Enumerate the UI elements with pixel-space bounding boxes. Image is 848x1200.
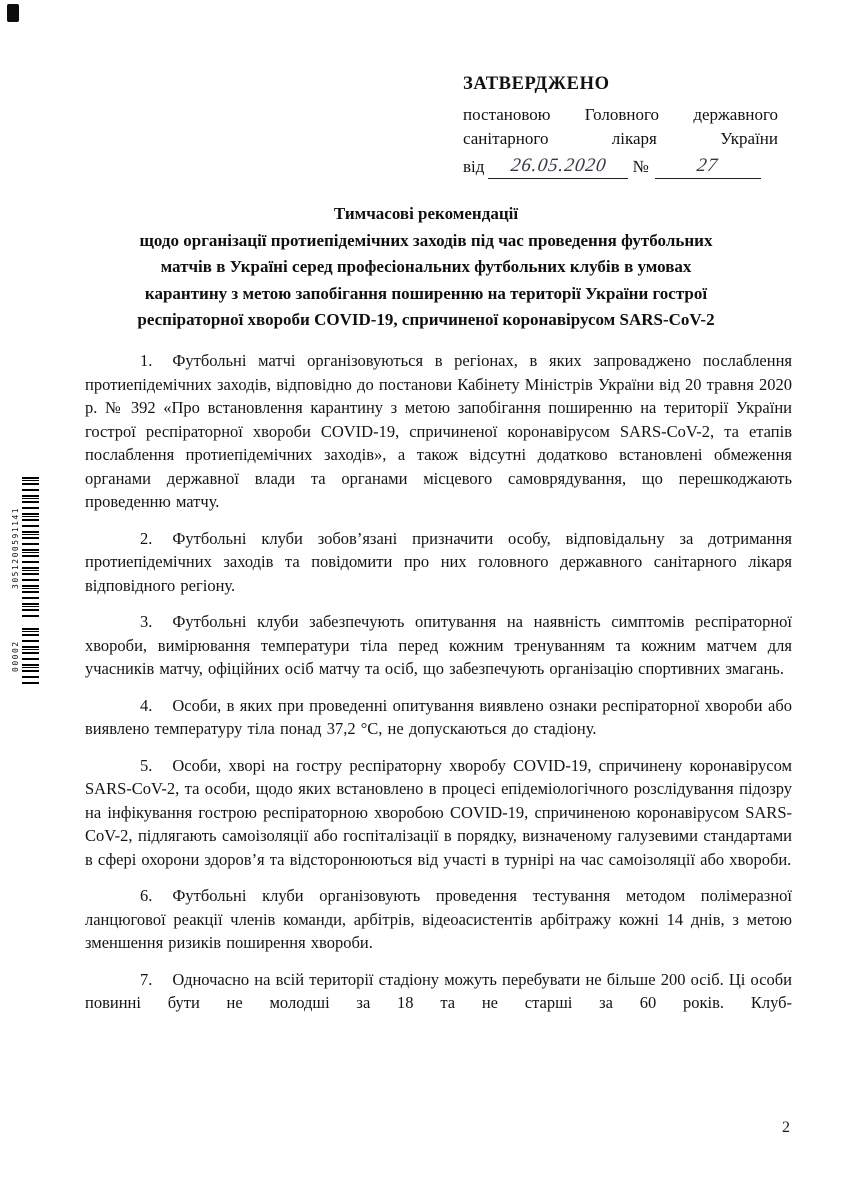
paragraph-7 [85,968,792,1015]
approval-number-sign: № [632,157,649,176]
document-title-line-3: матчів в Україні серед професіональних футбольних клубів в умовах [160,257,692,276]
paragraph-7-text: Одночасно на всій території стадіону можуть перебувати не більше 200 осіб. Ці особи повинні бути не молодші за 18 та не старші за 60 років. Клуб- [85,969,792,1012]
paragraph-2-text: Футбольні клуби зобов’язані призначити особу, відповідальну за дотримання протиепідемічних заходів та повідомити про них головного державного санітарного лікаря відповідного регіону. [85,528,792,595]
paragraph-1 [85,349,792,514]
approval-date-prefix: від [463,157,485,176]
document-title-line-2: щодо організації протиепідемічних заходів під час проведення футбольних [139,230,713,250]
paragraph-4 [85,694,792,741]
document-title-line-1: Тимчасові рекомендації [333,204,519,223]
approval-block [463,72,778,179]
approval-stamp-title: ЗАТВЕРДЖЕНО [463,74,610,94]
barcode-upper-digits: 3051200591141 [11,506,20,590]
paragraph-3-number: 3. [140,612,153,631]
paragraph-6 [85,884,792,955]
document-body [85,349,792,1015]
paragraph-2 [85,527,792,598]
barcode-upper-bars [22,477,39,619]
barcode-lower-bars [22,628,39,685]
approval-handwritten-date: 26.05.2020 [509,155,608,176]
paragraph-2-number: 2. [140,528,153,548]
barcode-upper-group [11,477,39,619]
document-title [70,201,782,334]
approval-date-underline [488,154,628,179]
paragraph-1-text: Футбольні матчі організовуються в регіонах, в яких запроваджено послаблення протиепідемічних заходів, відповідно до постанови Кабінету Міністрів України від 20 травня 2020 р. № 392 «Про встановлення карантину з метою запобігання поширенню на території України гострої респіраторної хвороби COVID-19, спричиненої коронавірусом SARS-CoV-2, та етапів послаблення протиепідемічних заходів», а також відсутні додатково встановлені обмеження органами державної влади та органами місцевого самоврядування, що перешкоджають проведенню матчу. [85,351,792,511]
document-title-line-5: респіраторної хвороби COVID-19, спричиненої коронавірусом SARS-CoV-2 [137,310,715,329]
paragraph-3 [85,610,792,681]
paragraph-3-text: Футбольні клуби забезпечують опитування на наявність симптомів респіраторної хвороби, вимірювання температури тіла перед кожним тренуванням та кожним матчем для учасників матчу, офіційних осіб матчу та осіб, що забезпечують організацію спортивних змагань. [85,612,792,678]
approval-handwritten-number: 27 [695,155,720,176]
approval-date-line [463,154,778,179]
paragraph-1-number: 1. [140,351,153,370]
scan-artifact-mark [7,4,19,22]
paragraph-5 [85,754,792,872]
document-title-line-4: карантину з метою запобігання поширенню на території України гострої [144,283,708,303]
paragraph-6-number: 6. [140,886,153,905]
approval-line-1: постановою Головного державного [463,105,778,124]
page-number: 2 [782,1119,790,1136]
barcode [11,477,39,694]
approval-number-underline [655,154,761,179]
paragraph-6-text: Футбольні клуби організовують проведення тестування методом полімеразної ланцюгової реакції членів команди, арбітрів, відеоасистентів арбітражу кожні 14 днів, з метою зменшення ризиків поширення хвороби. [85,886,792,952]
paragraph-4-text: Особи, в яких при проведенні опитування виявлено ознаки респіраторної хвороби або виявлено температуру тіла понад 37,2 °С, не допускаються до стадіону. [85,695,792,738]
paragraph-4-number: 4. [140,695,153,715]
paragraph-5-number: 5. [140,755,153,775]
barcode-lower-group [11,628,39,685]
paragraph-5-text: Особи, хворі на гостру респіраторну хворобу COVID-19, спричинену коронавірусом SARS-CoV-2, та особи, щодо яких встановлено в процесі епідеміологічного розслідування підозру на інфікування гострою респіраторною хворобою COVID-19, спричиненою коронавірусом SARS-CoV-2, підлягають самоізоляції або госпіталізації в порядку, визначеному галузевими стандартами в сфері охорони здоров’я та відсторонюються від участі в турнірі на час самоізоляції або хвороби. [85,755,792,869]
barcode-lower-digits: 00002 [11,640,20,673]
paragraph-7-number: 7. [140,969,153,989]
approval-line-2: санітарного лікаря України [463,129,778,148]
